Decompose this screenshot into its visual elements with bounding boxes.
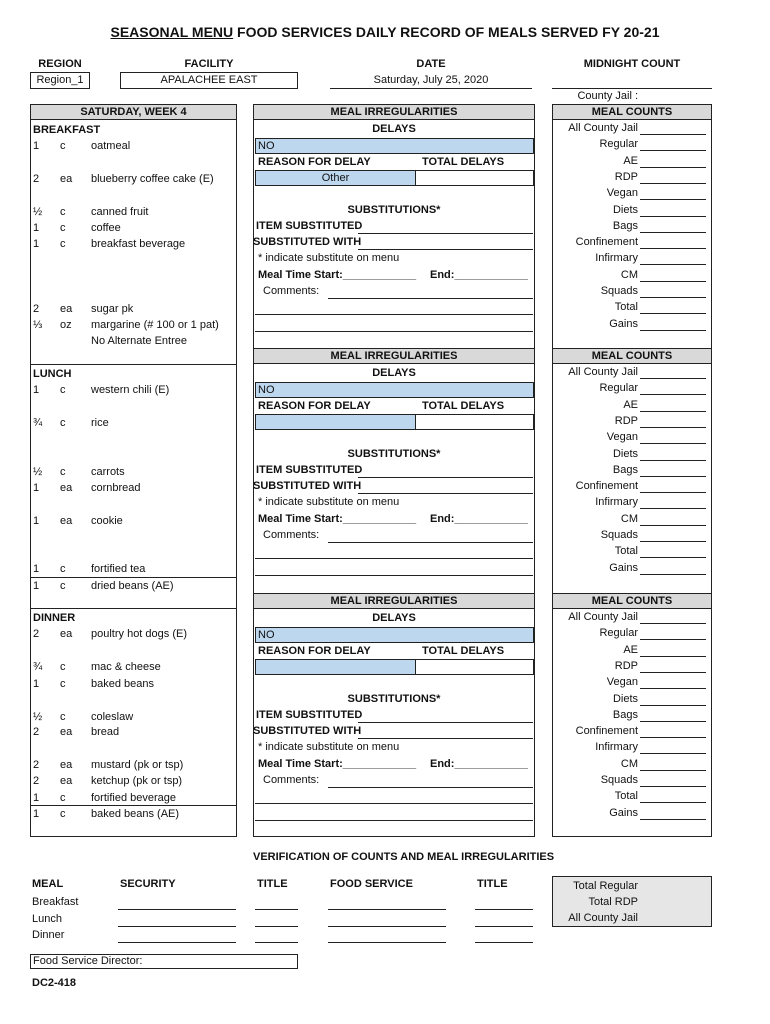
delay-field[interactable]: [255, 382, 534, 398]
breakfast-item-unit: c: [60, 206, 66, 218]
meal-count-field[interactable]: [640, 819, 706, 820]
region-field[interactable]: [30, 72, 90, 89]
dinner-item-name: baked beans: [91, 678, 154, 690]
dinner-item-unit: ea: [60, 759, 73, 771]
meal-count-label: Squads: [600, 774, 638, 786]
dinner-item-name: mustard (pk or tsp): [91, 759, 184, 771]
meal-count-field[interactable]: [640, 770, 706, 771]
meal-count-field[interactable]: [640, 623, 706, 624]
breakfast-item-unit: oz: [60, 319, 72, 331]
breakfast-item-name: oatmeal: [91, 140, 131, 152]
lunch-item-name: dried beans (AE): [91, 580, 174, 592]
delay-value: NO: [258, 629, 275, 641]
lunch-item-name: western chili (E): [91, 384, 170, 396]
title-sign-line[interactable]: [255, 909, 298, 910]
substitutions-label: SUBSTITUTIONS*: [347, 693, 441, 705]
lunch-item-unit: c: [60, 384, 66, 396]
date-value[interactable]: Saturday, July 25, 2020: [373, 74, 489, 86]
meal-count-field[interactable]: [640, 330, 706, 331]
midnight-underline: [552, 88, 712, 89]
meal-count-field[interactable]: [640, 313, 706, 314]
lunch-item-qty: 1: [33, 482, 40, 494]
dinner-item-unit: c: [60, 808, 66, 820]
meal-count-label: Diets: [612, 203, 638, 216]
meal-count-label: RDP: [614, 170, 638, 183]
meal-count-field[interactable]: [640, 216, 706, 217]
dinner-item-name: fortified beverage: [91, 792, 176, 804]
meal-count-field[interactable]: [640, 167, 706, 168]
meal-count-label: AE: [623, 154, 638, 167]
comments-line-3[interactable]: [255, 820, 533, 821]
meal-time-end[interactable]: End:____________: [430, 513, 528, 525]
dinner-item-unit: ea: [60, 628, 73, 640]
breakfast-item-qty: 2: [33, 303, 40, 315]
meal-count-field[interactable]: [640, 297, 706, 298]
meal-count-field[interactable]: [640, 199, 706, 200]
title-2-sign-line[interactable]: [475, 926, 533, 927]
meal-counts-header: MEAL COUNTS: [552, 348, 712, 364]
lunch-item-qty: 1: [33, 563, 40, 575]
item-substituted-label: ITEM SUBSTITUTED: [256, 709, 363, 721]
meal-time-start[interactable]: Meal Time Start:____________: [258, 269, 417, 281]
food-service-sign-line[interactable]: [328, 926, 446, 927]
dinner-item-qty: 2: [33, 759, 40, 771]
total-delays-label: TOTAL DELAYS: [422, 645, 505, 657]
meal-count-label: Regular: [599, 138, 638, 151]
total-delays-label: TOTAL DELAYS: [422, 156, 505, 168]
item-substituted-line[interactable]: [358, 477, 533, 478]
meal-count-field[interactable]: [640, 281, 706, 282]
meal-count-label: Confinement: [575, 236, 638, 249]
comments-line-2[interactable]: [255, 803, 533, 804]
meal-time-start[interactable]: Meal Time Start:____________: [258, 758, 417, 770]
meal-count-field[interactable]: [640, 476, 706, 477]
breakfast-item-qty: ½: [33, 206, 43, 218]
title-2-sign-line[interactable]: [475, 942, 533, 943]
delays-label: DELAYS: [372, 123, 416, 135]
dinner-item-name: ketchup (pk or tsp): [91, 775, 183, 787]
lunch-item-name: rice: [91, 417, 109, 429]
meal-count-label: CM: [620, 512, 638, 525]
title-sign-line[interactable]: [255, 942, 298, 943]
meal-count-label: Diets: [612, 692, 638, 705]
meal-time-start[interactable]: Meal Time Start:____________: [258, 513, 417, 525]
dinner-item-unit: ea: [60, 726, 73, 738]
comments-label: Comments:: [263, 774, 320, 786]
dinner-item-unit: c: [60, 661, 66, 673]
meal-count-label: CM: [620, 268, 638, 281]
meal-count-label: RDP: [614, 659, 638, 672]
security-sign-line[interactable]: [118, 942, 236, 943]
meal-count-field[interactable]: [640, 460, 706, 461]
meal-count-field[interactable]: [640, 802, 706, 803]
breakfast-item-unit: c: [60, 140, 66, 152]
meal-count-field[interactable]: [640, 264, 706, 265]
meal-count-label: Infirmary: [595, 496, 638, 509]
county-jail-label: County Jail :: [577, 90, 638, 102]
dinner-divider: [30, 608, 237, 609]
lunch-item-qty: ¾: [33, 417, 43, 429]
substitutions-label: SUBSTITUTIONS*: [347, 448, 441, 460]
menu-header: SATURDAY, WEEK 4: [30, 104, 237, 120]
meal-count-field[interactable]: [640, 150, 706, 151]
dinner-item-name: poultry hot dogs (E): [91, 628, 187, 640]
midnight-count-label: MIDNIGHT COUNT: [583, 58, 681, 70]
meal-count-label: Confinement: [575, 480, 638, 493]
lunch-item-qty: 1: [33, 515, 40, 527]
facility-label: FACILITY: [184, 58, 234, 70]
substituted-with-line[interactable]: [358, 249, 533, 250]
verification-meal-label: Breakfast: [32, 896, 79, 908]
reason-for-delay-label: REASON FOR DELAY: [258, 400, 371, 412]
reason-for-delay-label: REASON FOR DELAY: [258, 156, 371, 168]
breakfast-label: BREAKFAST: [33, 124, 101, 136]
dinner-inner-divider: [30, 805, 237, 806]
delay-field[interactable]: [255, 627, 534, 643]
dinner-item-unit: ea: [60, 775, 73, 787]
meal-count-label: Regular: [599, 382, 638, 395]
meal-count-field[interactable]: [640, 525, 706, 526]
lunch-item-qty: 1: [33, 580, 40, 592]
meal-count-field[interactable]: [640, 248, 706, 249]
lunch-item-unit: c: [60, 417, 66, 429]
comments-line-1[interactable]: [328, 542, 533, 543]
dinner-item-qty: 2: [33, 775, 40, 787]
director-label: Food Service Director:: [33, 955, 143, 967]
lunch-item-unit: c: [60, 466, 66, 478]
breakfast-item-unit: c: [60, 222, 66, 234]
indicate-note: * indicate substitute on menu: [258, 496, 400, 508]
dinner-item-name: mac & cheese: [91, 661, 161, 673]
lunch-item-name: cornbread: [91, 482, 141, 494]
item-substituted-label: ITEM SUBSTITUTED: [256, 220, 363, 232]
meal-count-field[interactable]: [640, 427, 706, 428]
meal-count-field[interactable]: [640, 705, 706, 706]
irregularities-header: MEAL IRREGULARITIES: [253, 104, 535, 120]
security-sign-line[interactable]: [118, 926, 236, 927]
dinner-item-name: coleslaw: [91, 711, 134, 723]
dinner-item-qty: 1: [33, 678, 40, 690]
substituted-with-line[interactable]: [358, 738, 533, 739]
item-substituted-label: ITEM SUBSTITUTED: [256, 464, 363, 476]
breakfast-item-name: blueberry coffee cake (E): [91, 173, 214, 185]
breakfast-item-name: margarine (# 100 or 1 pat): [91, 319, 219, 331]
meal-count-label: AE: [623, 398, 638, 411]
date-underline: [330, 88, 532, 89]
dinner-item-name: baked beans (AE): [91, 808, 180, 820]
meal-count-label: Regular: [599, 627, 638, 640]
verification-total-label: All County Jail: [568, 912, 638, 924]
dinner-item-qty: 2: [33, 726, 40, 738]
irregularities-header: MEAL IRREGULARITIES: [253, 348, 535, 364]
lunch-item-unit: c: [60, 580, 66, 592]
date-label: DATE: [416, 58, 446, 70]
item-substituted-line[interactable]: [358, 233, 533, 234]
dinner-item-unit: c: [60, 711, 66, 723]
meal-count-field[interactable]: [640, 232, 706, 233]
meal-count-field[interactable]: [640, 753, 706, 754]
comments-line-3[interactable]: [255, 575, 533, 576]
comments-label: Comments:: [263, 285, 320, 297]
dinner-item-unit: c: [60, 678, 66, 690]
meal-count-label: All County Jail: [568, 122, 638, 134]
meal-count-label: Diets: [612, 447, 638, 460]
meal-count-label: Bags: [612, 219, 638, 232]
total-delays-field[interactable]: [415, 414, 534, 430]
indicate-note: * indicate substitute on menu: [258, 252, 400, 264]
reason-value: Other: [321, 172, 350, 184]
title-sign-line[interactable]: [255, 926, 298, 927]
lunch-item-unit: ea: [60, 482, 73, 494]
meal-count-field[interactable]: [640, 541, 706, 542]
verification-total-label: Total RDP: [588, 896, 638, 908]
meal-count-label: Total: [614, 301, 638, 314]
verification-total-label: Total Regular: [573, 880, 638, 892]
lunch-divider: [30, 364, 237, 365]
lunch-item-unit: ea: [60, 515, 73, 527]
meal-count-field[interactable]: [640, 134, 706, 135]
meal-count-field[interactable]: [640, 574, 706, 575]
total-delays-label: TOTAL DELAYS: [422, 400, 505, 412]
breakfast-item-qty: 1: [33, 222, 40, 234]
meal-count-label: All County Jail: [568, 366, 638, 378]
meal-count-label: Bags: [612, 708, 638, 721]
lunch-item-name: carrots: [91, 466, 125, 478]
verification-col-title-2: TITLE: [477, 878, 508, 890]
irregularities-header: MEAL IRREGULARITIES: [253, 593, 535, 609]
meal-count-label: Squads: [600, 529, 638, 541]
meal-count-field[interactable]: [640, 786, 706, 787]
comments-line-1[interactable]: [328, 787, 533, 788]
verification-col-food-service: FOOD SERVICE: [330, 878, 413, 890]
verification-col-title: TITLE: [257, 878, 288, 890]
item-substituted-line[interactable]: [358, 722, 533, 723]
title-underlined: SEASONAL MENU: [110, 24, 234, 40]
meal-count-field[interactable]: [640, 411, 706, 412]
lunch-item-qty: ½: [33, 466, 43, 478]
lunch-item-name: fortified tea: [91, 563, 146, 575]
meal-count-label: Bags: [612, 463, 638, 476]
total-delays-field[interactable]: [415, 659, 534, 675]
total-delays-field[interactable]: [415, 170, 534, 186]
breakfast-item-qty: 1: [33, 140, 40, 152]
meal-count-label: Gains: [609, 806, 638, 819]
form-id: DC2-418: [32, 977, 77, 989]
dinner-item-name: bread: [91, 726, 120, 738]
reason-field[interactable]: [255, 659, 416, 675]
comments-line-2[interactable]: [255, 558, 533, 559]
facility-value: APALACHEE EAST: [160, 74, 258, 86]
delay-value: NO: [258, 384, 275, 396]
meal-count-field[interactable]: [640, 378, 706, 379]
region-label: REGION: [38, 58, 82, 70]
dinner-item-unit: c: [60, 792, 66, 804]
lunch-label: LUNCH: [33, 368, 72, 380]
breakfast-item-unit: ea: [60, 173, 73, 185]
comments-label: Comments:: [263, 529, 320, 541]
meal-count-label: Total: [614, 790, 638, 803]
lunch-item-name: cookie: [91, 515, 123, 527]
dinner-item-qty: 2: [33, 628, 40, 640]
meal-count-field[interactable]: [640, 394, 706, 395]
breakfast-item-qty: 2: [33, 173, 40, 185]
meal-count-field[interactable]: [640, 737, 706, 738]
meal-count-label: Gains: [609, 561, 638, 574]
substituted-with-label: SUBSTITUTED WITH: [253, 480, 362, 492]
security-sign-line[interactable]: [118, 909, 236, 910]
meal-count-label: AE: [623, 643, 638, 656]
reason-field[interactable]: [255, 414, 416, 430]
meal-count-field[interactable]: [640, 183, 706, 184]
meal-count-label: Infirmary: [595, 252, 638, 265]
breakfast-item-unit: c: [60, 238, 66, 250]
reason-for-delay-label: REASON FOR DELAY: [258, 645, 371, 657]
substituted-with-label: SUBSTITUTED WITH: [253, 236, 362, 248]
meal-count-field[interactable]: [640, 721, 706, 722]
meal-time-end[interactable]: End:____________: [430, 269, 528, 281]
substituted-with-line[interactable]: [358, 493, 533, 494]
verification-meal-label: Lunch: [32, 912, 62, 925]
breakfast-item-name: canned fruit: [91, 206, 149, 218]
breakfast-item-name: coffee: [91, 222, 121, 234]
form-title: [0, 24, 770, 40]
title-2-sign-line[interactable]: [475, 909, 533, 910]
comments-line-1[interactable]: [328, 298, 533, 299]
facility-field[interactable]: [120, 72, 298, 89]
food-service-sign-line[interactable]: [328, 909, 446, 910]
meal-count-field[interactable]: [640, 508, 706, 509]
meal-time-end[interactable]: End:____________: [430, 758, 528, 770]
meal-count-field[interactable]: [640, 688, 706, 689]
meal-count-label: Vegan: [606, 431, 638, 444]
meal-count-field[interactable]: [640, 656, 706, 657]
breakfast-item-name: sugar pk: [91, 303, 134, 315]
meal-count-label: Infirmary: [595, 741, 638, 754]
meal-count-label: Confinement: [575, 725, 638, 738]
food-service-sign-line[interactable]: [328, 942, 446, 943]
verification-col-meal: MEAL: [32, 878, 64, 890]
delay-value: NO: [258, 140, 275, 152]
breakfast-item-name: breakfast beverage: [91, 238, 186, 250]
breakfast-item-qty: 1: [33, 238, 40, 250]
meal-count-label: CM: [620, 757, 638, 770]
reason-field[interactable]: [255, 170, 416, 186]
dinner-item-qty: 1: [33, 792, 40, 804]
indicate-note: * indicate substitute on menu: [258, 741, 400, 753]
comments-line-3[interactable]: [255, 331, 533, 332]
delays-label: DELAYS: [372, 367, 416, 379]
lunch-inner-divider: [30, 577, 237, 578]
delays-label: DELAYS: [372, 612, 416, 624]
breakfast-item-unit: ea: [60, 303, 73, 315]
comments-line-2[interactable]: [255, 314, 533, 315]
region-value: Region_1: [36, 74, 84, 86]
meal-count-label: All County Jail: [568, 611, 638, 623]
meal-counts-header: MEAL COUNTS: [552, 593, 712, 609]
verification-title: VERIFICATION OF COUNTS AND MEAL IRREGULARITIES: [253, 851, 555, 863]
lunch-item-unit: c: [60, 563, 66, 575]
verification-col-security: SECURITY: [120, 878, 176, 890]
delay-field[interactable]: [255, 138, 534, 154]
dinner-item-qty: 1: [33, 808, 40, 820]
dinner-label: DINNER: [33, 612, 76, 624]
meal-count-label: Total: [614, 545, 638, 558]
dinner-item-qty: ¾: [33, 661, 43, 673]
substituted-with-label: SUBSTITUTED WITH: [253, 725, 362, 737]
meal-count-label: RDP: [614, 414, 638, 427]
lunch-item-qty: 1: [33, 384, 40, 396]
meal-count-label: Squads: [600, 285, 638, 297]
breakfast-item-qty: ⅓: [33, 319, 43, 331]
meal-count-label: Vegan: [606, 676, 638, 689]
meal-count-label: Vegan: [606, 187, 638, 200]
director-field[interactable]: [30, 954, 298, 969]
substitutions-label: SUBSTITUTIONS*: [347, 204, 441, 216]
breakfast-note: No Alternate Entree: [91, 335, 188, 347]
verification-meal-label: Dinner: [32, 929, 65, 941]
title-rest: FOOD SERVICES DAILY RECORD OF MEALS SERVED FY 20-21: [233, 24, 660, 40]
meal-count-field[interactable]: [640, 672, 706, 673]
meal-counts-header: MEAL COUNTS: [552, 104, 712, 120]
meal-count-label: Gains: [609, 317, 638, 330]
meal-count-field[interactable]: [640, 492, 706, 493]
meal-count-field[interactable]: [640, 639, 706, 640]
dinner-item-qty: ½: [33, 711, 43, 723]
meal-count-field[interactable]: [640, 443, 706, 444]
meal-count-field[interactable]: [640, 557, 706, 558]
